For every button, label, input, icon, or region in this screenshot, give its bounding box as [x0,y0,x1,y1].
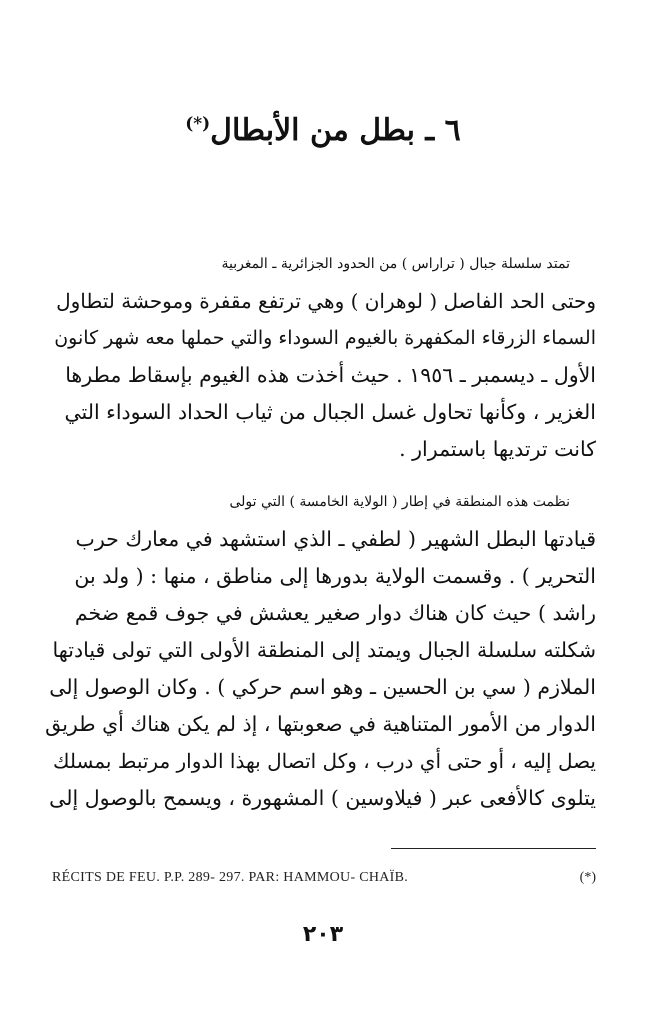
footnote-divider [391,848,596,849]
text-line: الأول ـ ديسمبر ـ ١٩٥٦ . حيث أخذت هذه الغيوم بإسقاط مطرها [65,363,596,387]
text-line: يتلوى كالأفعى عبر ( فيلاوسين ) المشهورة ، ويسمح بالوصول إلى [49,786,596,810]
chapter-title-text: ٦ ـ بطل من الأبطال [210,113,461,149]
text-line: السماء الزرقاء المكفهرة بالغيوم السوداء والتي حملها معه شهر كانون [54,327,596,349]
text-line: وحتى الحد الفاصل ( لوهران ) وهي ترتفع مقفرة وموحشة لتطاول [56,289,596,313]
text-line: قيادتها البطل الشهير ( لطفي ـ الذي استشهد في معارك حرب [75,527,596,551]
paragraph-2 [46,484,596,817]
text-line: الملازم ( سي بن الحسين ـ وهو اسم حركي ) . وكان الوصول إلى [49,675,596,699]
text-line: تمتد سلسلة جبال ( تراراس ) من الحدود الجزائرية ـ المغربية [221,256,570,272]
text-line: كانت ترتديها باستمرار . [399,437,596,461]
chapter-title [60,98,586,157]
text-line: يصل إليه ، أو حتى أي درب ، وكل اتصال بهذا الدوار مرتبط بمسلك [53,749,596,773]
footnote-reference: RÉCITS DE FEU. P.P. 289- 297. PAR: HAMMOU- CHAÏB. [52,870,409,885]
text-line: نظمت هذه المنطقة في إطار ( الولاية الخامسة ) التي تولى [229,494,570,510]
paragraph-1 [46,246,596,468]
page-number: ٢٠٣ [302,922,344,947]
footnote-mark: (*) [579,870,596,885]
text-line: الدوار من الأمور المتناهية في صعوبتها ، إذ لم يكن هناك أي طريق [45,712,596,736]
title-footnote-mark: (*) [185,114,211,135]
text-line: التحرير ) . وقسمت الولاية بدورها إلى مناطق ، منها : ( ولد بن [74,564,596,588]
text-line: شكلته سلسلة الجبال ويمتد إلى المنطقة الأولى التي تولى قيادتها [52,638,596,662]
text-line: الغزير ، وكأنها تحاول غسل الجبال من ثياب الحداد السوداء التي [64,400,596,424]
text-line: راشد ) حيث كان هناك دوار صغير يعشش في جوف قمع ضخم [74,601,596,625]
